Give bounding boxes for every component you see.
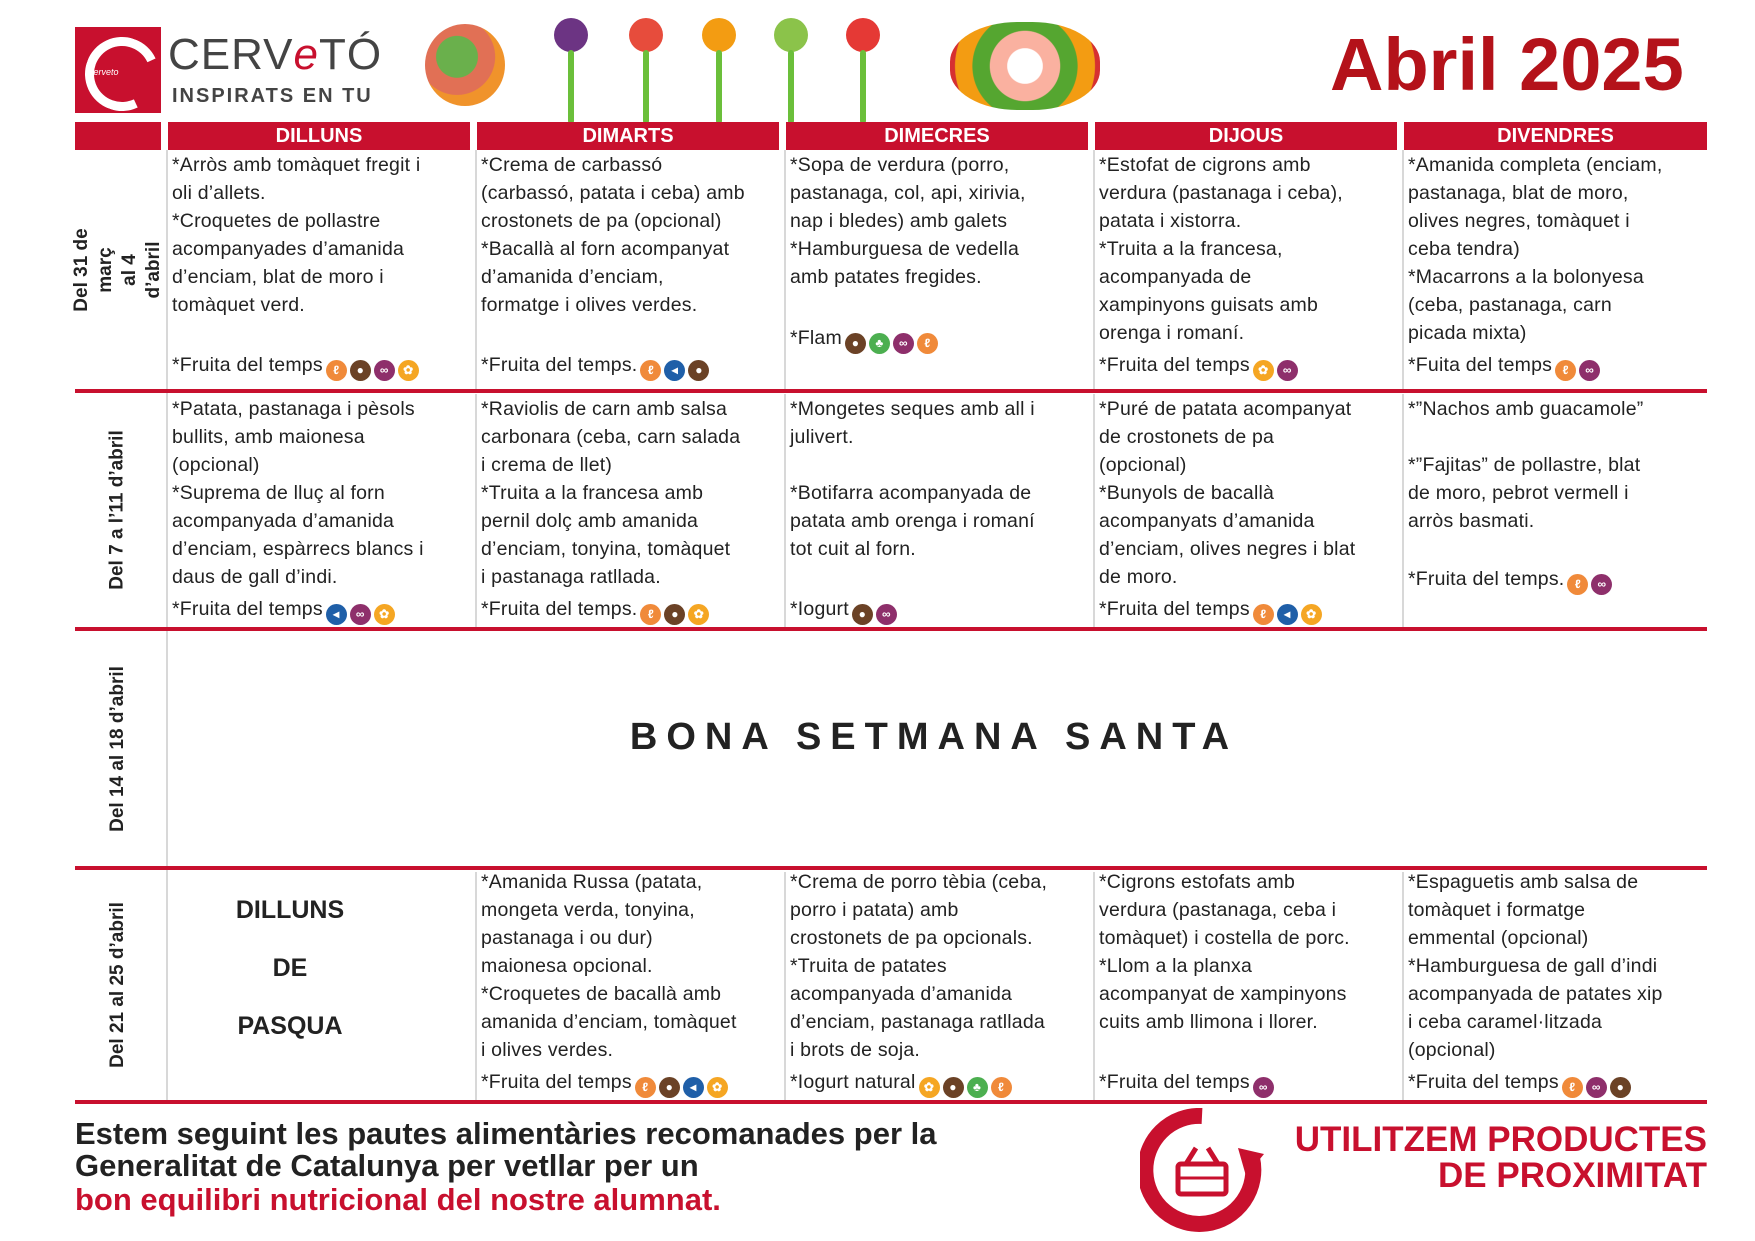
- yellow-badge-icon: ✿: [374, 604, 395, 625]
- logo-small-text: cerveto: [89, 67, 119, 77]
- brown-badge-icon: ●: [845, 333, 866, 354]
- day-header-thursday: DIJOUS: [1095, 122, 1397, 150]
- local-products-icon: [1140, 1108, 1264, 1232]
- menu-cell: [1408, 868, 1708, 1098]
- brown-badge-icon: ●: [852, 604, 873, 625]
- dish-list: *”Nachos amb guacamole” *”Fajitas” de pollastre, blat de moro, pebrot vermell i arròs basmati.: [1408, 398, 1644, 532]
- brown-badge-icon: ●: [350, 360, 371, 381]
- column-divider: [784, 150, 786, 390]
- blue-badge-icon: ◂: [326, 604, 347, 625]
- footer-note: Estem seguint les pautes alimentàries recomanades per la Generalitat de Catalunya per vetllar per un: [75, 1116, 937, 1183]
- dish-list: *Mongetes seques amb all i julivert. *Botifarra acompanyada de patata amb orenga i romaní tot cuit al forn.: [790, 398, 1035, 560]
- page-title: Abril 2025: [1330, 23, 1684, 106]
- dish-list: *Espaguetis amb salsa de tomàquet i formatge emmental (opcional) *Hamburguesa de gall d’indi acompanyada de patates xip i ceba caramel·litzada (opcional): [1408, 871, 1663, 1061]
- week-label-1: [71, 150, 164, 389]
- green-badge-icon: ♣: [967, 1077, 988, 1098]
- dessert-line: *Fruita del temps ∞: [1099, 1068, 1274, 1098]
- orange-badge-icon: ℓ: [635, 1077, 656, 1098]
- dessert-line: *Fruita del temps ◂ ∞ ✿: [172, 595, 395, 625]
- dessert-line: *Fruita del temps ℓ ∞ ●: [1408, 1068, 1631, 1098]
- menu-cell: [172, 151, 472, 385]
- green-badge-icon: ♣: [869, 333, 890, 354]
- yellow-badge-icon: ✿: [919, 1077, 940, 1098]
- column-divider: [1093, 872, 1095, 1100]
- orange-badge-icon: ℓ: [326, 360, 347, 381]
- day-header-tuesday: DIMARTS: [477, 122, 779, 150]
- column-divider: [1402, 394, 1404, 630]
- purple-badge-icon: ∞: [893, 333, 914, 354]
- carrot-fork-image: [710, 18, 728, 126]
- dessert-line: *Flam ● ♣ ∞ ℓ: [790, 324, 938, 354]
- week-label-2: [75, 393, 161, 627]
- week-label-text: Del 14 al 18 d’abril: [107, 665, 128, 832]
- dessert-line: *Fruita del temps. ℓ ● ✿: [481, 595, 709, 625]
- column-divider: [784, 872, 786, 1100]
- day-header-wednesday: DIMECRES: [786, 122, 1088, 150]
- dish-list: *Patata, pastanaga i pèsols bullits, amb maionesa (opcional) *Suprema de lluç al forn acompanyada d’amanida d’enciam, espàrrecs blancs i daus de gall d’indi.: [172, 398, 424, 588]
- dish-list: *Cigrons estofats amb verdura (pastanaga, ceba i tomàquet) i costella de porc. *Llom a la planxa acompanyat de xampinyons cuits amb llimona i llorer.: [1099, 871, 1350, 1033]
- dessert-line: *Fruita del temps ℓ ● ◂ ✿: [481, 1068, 728, 1098]
- menu-cell: [1408, 395, 1708, 625]
- column-divider: [1093, 150, 1095, 390]
- brown-badge-icon: ●: [688, 360, 709, 381]
- menu-cell: [790, 868, 1090, 1098]
- dish-list: *Arròs amb tomàquet fregit i oli d’allets. *Croquetes de pollastre acompanyades d’amanida d’enciam, blat de moro i tomàquet verd.: [172, 154, 421, 316]
- menu-cell: [1408, 151, 1708, 385]
- column-divider: [475, 394, 477, 630]
- orange-badge-icon: ℓ: [1567, 574, 1588, 595]
- menu-cell: [481, 868, 781, 1098]
- menu-cell: [172, 395, 472, 625]
- dessert-line: *Iogurt ● ∞: [790, 595, 897, 625]
- dish-list: *Raviolis de carn amb salsa carbonara (ceba, carn salada i crema de llet) *Truita a la francesa amb pernil dolç amb amanida d’enciam, tonyina, tomàquet i pastanaga ratllada.: [481, 398, 741, 588]
- menu-cell: [790, 151, 1090, 385]
- kiwi-fork-image: [782, 18, 800, 126]
- dish-list: *Sopa de verdura (porro, pastanaga, col, api, xirivia, nap i bledes) amb galets *Hamburguesa de vedella amb patates fregides.: [790, 154, 1026, 288]
- purple-badge-icon: ∞: [1277, 360, 1298, 381]
- easter-monday-line: PASQUA: [237, 1012, 343, 1040]
- yellow-badge-icon: ✿: [398, 360, 419, 381]
- purple-badge-icon: ∞: [1579, 360, 1600, 381]
- week-divider: [75, 627, 1707, 631]
- dessert-line: *Fruita del temps. ℓ ◂ ●: [481, 351, 709, 381]
- easter-monday-line: DILLUNS: [235, 896, 345, 924]
- yellow-badge-icon: ✿: [688, 604, 709, 625]
- column-divider: [1402, 872, 1404, 1100]
- blue-badge-icon: ◂: [683, 1077, 704, 1098]
- purple-badge-icon: ∞: [1253, 1077, 1274, 1098]
- menu-cell: [1099, 151, 1399, 385]
- brand-name: CERVeTÓ: [168, 30, 383, 79]
- dessert-line: *Fruita del temps ℓ ● ∞ ✿: [172, 351, 419, 381]
- week-label-4: [75, 870, 161, 1100]
- dessert-line: *Fruita del temps ℓ ◂ ✿: [1099, 595, 1322, 625]
- day-header-friday: DIVENDRES: [1404, 122, 1707, 150]
- week-label-text: Del 21 al 25 d’abril: [107, 902, 128, 1068]
- column-divider: [784, 394, 786, 630]
- purple-badge-icon: ∞: [350, 604, 371, 625]
- food-plate-image: [950, 22, 1100, 110]
- dish-list: *Puré de patata acompanyat de crostonets de pa (opcional) *Bunyols de bacallà acompanyats d’amanida d’enciam, olives negres i blat de moro.: [1099, 398, 1356, 588]
- brown-badge-icon: ●: [659, 1077, 680, 1098]
- menu-cell: [481, 395, 781, 625]
- dessert-line: *Fruita del temps. ℓ ∞: [1408, 565, 1612, 595]
- brown-badge-icon: ●: [943, 1077, 964, 1098]
- purple-badge-icon: ∞: [876, 604, 897, 625]
- menu-cell: [481, 151, 781, 385]
- brand-slogan: INSPIRATS EN TU: [172, 85, 373, 107]
- column-divider: [1093, 394, 1095, 630]
- eggplant-fork-image: [562, 18, 580, 126]
- tomato-fork-image: [637, 18, 655, 126]
- blue-badge-icon: ◂: [664, 360, 685, 381]
- column-divider: [475, 872, 477, 1100]
- week-divider: [75, 1100, 1707, 1104]
- holiday-message: BONA SETMANA SANTA: [629, 716, 1239, 758]
- dish-list: *Estofat de cigrons amb verdura (pastanaga i ceba), patata i xistorra. *Truita a la francesa, acompanyada de xampinyons guisats amb orenga i romaní.: [1099, 154, 1343, 344]
- purple-badge-icon: ∞: [1586, 1077, 1607, 1098]
- menu-cell: [790, 395, 1090, 625]
- vegetable-bowl-image: [425, 24, 505, 106]
- easter-monday-line: DE: [272, 954, 308, 982]
- strawberry-fork-image: [854, 18, 872, 126]
- footer-note-highlight: bon equilibri nutricional del nostre alumnat.: [75, 1182, 721, 1217]
- purple-badge-icon: ∞: [374, 360, 395, 381]
- week-label-3: [75, 631, 161, 866]
- week-label-text: Del 31 de març al 4 d’abril: [71, 227, 164, 312]
- dish-list: *Amanida completa (enciam, pastanaga, blat de moro, olives negres, tomàquet i ceba tendra) *Macarrons a la bolonyesa (ceba, pastanaga, carn picada mixta): [1408, 154, 1663, 344]
- dish-list: *Crema de porro tèbia (ceba, porro i patata) amb crostonets de pa opcionals. *Truita de patates acompanyada d’amanida d’enciam, pastanaga ratllada i brots de soja.: [790, 871, 1048, 1061]
- column-divider: [475, 150, 477, 390]
- orange-badge-icon: ℓ: [640, 360, 661, 381]
- orange-badge-icon: ℓ: [991, 1077, 1012, 1098]
- orange-badge-icon: ℓ: [640, 604, 661, 625]
- purple-badge-icon: ∞: [1591, 574, 1612, 595]
- orange-badge-icon: ℓ: [917, 333, 938, 354]
- orange-badge-icon: ℓ: [1555, 360, 1576, 381]
- yellow-badge-icon: ✿: [1253, 360, 1274, 381]
- dish-list: *Crema de carbassó (carbassó, patata i ceba) amb crostonets de pa (opcional) *Bacallà al forn acompanyat d’amanida d’enciam, formatge i olives verdes.: [481, 154, 745, 316]
- menu-cell: [1099, 395, 1399, 625]
- yellow-badge-icon: ✿: [1301, 604, 1322, 625]
- brown-badge-icon: ●: [1610, 1077, 1631, 1098]
- orange-badge-icon: ℓ: [1562, 1077, 1583, 1098]
- yellow-badge-icon: ✿: [707, 1077, 728, 1098]
- day-header-monday: DILLUNS: [168, 122, 470, 150]
- week-label-text: Del 7 a l’11 d’abril: [107, 430, 128, 590]
- week-divider: [75, 389, 1707, 393]
- dish-list: *Amanida Russa (patata, mongeta verda, tonyina, pastanaga i ou dur) maionesa opcional. *Croquetes de bacallà amb amanida d’enciam, tomàquet i olives verdes.: [481, 871, 737, 1061]
- brown-badge-icon: ●: [664, 604, 685, 625]
- blue-badge-icon: ◂: [1277, 604, 1298, 625]
- menu-cell: [1099, 868, 1399, 1098]
- dessert-line: *Fruita del temps ✿ ∞: [1099, 351, 1298, 381]
- column-divider: [1402, 150, 1404, 390]
- orange-badge-icon: ℓ: [1253, 604, 1274, 625]
- local-products-slogan: UTILITZEM PRODUCTES DE PROXIMITAT: [1294, 1120, 1707, 1195]
- dessert-line: *Fuita del temps ℓ ∞: [1408, 351, 1600, 381]
- logo: [75, 27, 161, 113]
- dessert-line: *Iogurt natural ✿ ● ♣ ℓ: [790, 1068, 1012, 1098]
- header-corner: [75, 122, 161, 150]
